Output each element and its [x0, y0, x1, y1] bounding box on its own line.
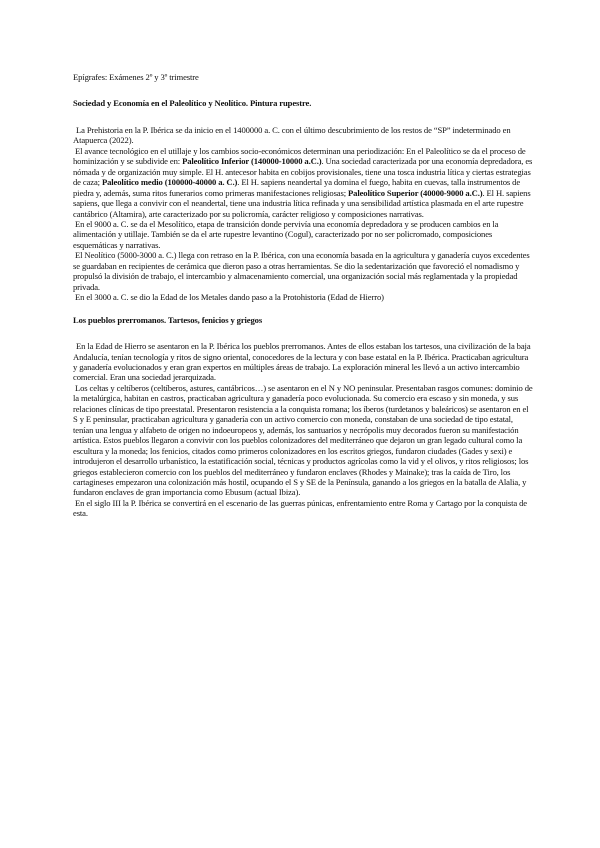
paragraph-celtas-iberos-colonizadores [73, 383, 533, 498]
paragraph-text: En la Edad de Hierro se asentaron en la P. Ibérica los pueblos prerromanos. Antes de ellos estaban los tartesos, una civilización de la baja Andalucía, tenían tecnología y ritos de signo oriental, conocedores de la lectura y con base estatal en la P. Ibérica. Practicaban agricultura y ganadería evolucionados y eran gran expertos en múltiples áreas de trabajo. La exploración mineral les llevó a un activo intercambio comercial. Eran una sociedad jerarquizada. [73, 341, 531, 383]
paragraph-text: . El H. sapiens neandertal ya domina el fuego, habita en cuevas, talla instrumentos de piedra y, además, suma ritos funerarios como primeras manifestaciones religiosas; [73, 177, 521, 198]
paragraph-text: En el 9000 a. C. se da el Mesolítico, etapa de transición donde pervivía una economía depredadora y se producen cambios en la alimentación y utillaje. También se da el arte rupestre levantino (Cogul), caracterizado por no ser policromado, composiciones esquemáticas y narrativas. [73, 218, 499, 250]
section-spacer [73, 303, 533, 315]
paragraph-text: . Una sociedad caracterizada por una economía depredadora, es nómada y de organización muy simple. El H. antecesor habita en cobijos provisionales, tiene una tosca industria lítica y ciertas estrategias de caza; [73, 156, 533, 188]
section-heading-paleolitico: Sociedad y Economía en el Paleolítico y Neolítico. Pintura rupestre. [73, 98, 312, 109]
paragraph-guerras-punicas [73, 498, 533, 519]
paragraph-prehistoria [73, 125, 533, 146]
paragraph-text: . El H. sapiens sapiens, que llega a convivir con el neandertal, tiene una industria lítica refinada y una sensibilidad artística plasmada en el arte rupestre cantábrico (Altamira), arte caracterizado por su policromía, carácter religioso y composiciones narrativas. [73, 187, 531, 219]
paragraph-edad-metales [73, 292, 533, 302]
paragraph-periodizacion [73, 146, 533, 219]
term-paleolitico-inferior: Paleolítico Inferior (140000-10000 a.C.) [182, 156, 322, 167]
paragraph-text: En el 3000 a. C. se dio la Edad de los Metales dando paso a la Protohistoria (Edad de Hierro) [75, 292, 384, 303]
section-body-paleolitico [73, 125, 533, 303]
epigraph-line: Epígrafes: Exámenes 2º y 3º trimestre [73, 72, 199, 82]
paragraph-text: En el siglo III la P. Ibérica se convertirá en el escenario de las guerras púnicas, enfrentamiento entre Roma y Cartago por la conquista de esta. [73, 497, 527, 519]
paragraph-neolitico [73, 250, 533, 292]
paragraph-mesolitico [73, 219, 533, 250]
term-paleolitico-medio: Paleolítico medio (100000-40000 a. C.) [101, 177, 238, 188]
document-body [73, 72, 533, 519]
term-paleolitico-superior: Paleolítico Superior (40000-9000 a.C.) [348, 187, 483, 198]
paragraph-text: El avance tecnológico en el utillaje y los cambios socio-económicos determinan una periodización: En el Paleolítico se da el proceso de hominización y se subdivide en: [73, 145, 526, 167]
paragraph-text: La Prehistoria en la P. Ibérica se da inicio en el 1400000 a. C. con el último descubrimiento de los restos de “SP” indeterminado en Atapuerca (2022). [73, 124, 511, 146]
paragraph-text: Los celtas y celtíberos (celtíberos, astures, cantábricos…) se asentaron en el N y NO peninsular. Presentaban rasgos comunes: dominio de la metalúrgica, habitan en castros, practicaban agricultura y ganadería poco evolucionada. Su comercio era escaso y sin moneda, y sus relaciones clínicas de tipo preestatal. Presentaron resistencia a la conquista romana; los íberos (turdetanos y baleáricos) se asentaron en el S y E peninsular, practicaban agricultura y ganadería con un activo comercio con moneda, constaban de una sociedad de tipo estatal, tenían una lengua y alfabeto de origen no indoeuropeos y, además, los santuarios y necrópolis muy decorados fueron su manifestación artística. Estos pueblos llegaron a convivir con los pueblos colonizadores del mediterráneo que dejaron un gran legado cultural como la escultura y la moneda; los fenicios, citados como primeros colonizadores en los escritos griegos, fundaron ciudades (Gades y sexi) e introdujeron el desarrollo urbanístico, la estatificación social, técnicas y productos agrícolas como la vid y el olivos, y ritos religiosos; los griegos establecieron comercio con los pueblos del mediterráneo y fundaron enclaves (Rhodes y Mainake); tras la caída de Tiro, los cartagineses empezaron una colonización más hostil, ocupando el S y SE de la Península, ganando a los griegos en la batalla de Alalia, y fundaron enclaves de gran importancia como Ebusum (actual Ibiza). [73, 382, 533, 498]
section-body-prerromanos [73, 341, 533, 519]
section-heading-prerromanos: Los pueblos prerromanos. Tartesos, fenicios y griegos [73, 314, 263, 325]
paragraph-tartesos [73, 341, 533, 383]
paragraph-text: El Neolítico (5000-3000 a. C.) llega con retraso en la P. Ibérica, con una economía basada en la agricultura y ganadería cuyos excedentes se guardaban en recipientes de cerámica que dieron paso a otras herramientas. Se dio la sedentarización que favoreció el nomadismo y propulsó la división de trabajo, el intercambio y almacenamiento comercial, una organización social más reglamentada y la propiedad privada. [73, 250, 530, 292]
